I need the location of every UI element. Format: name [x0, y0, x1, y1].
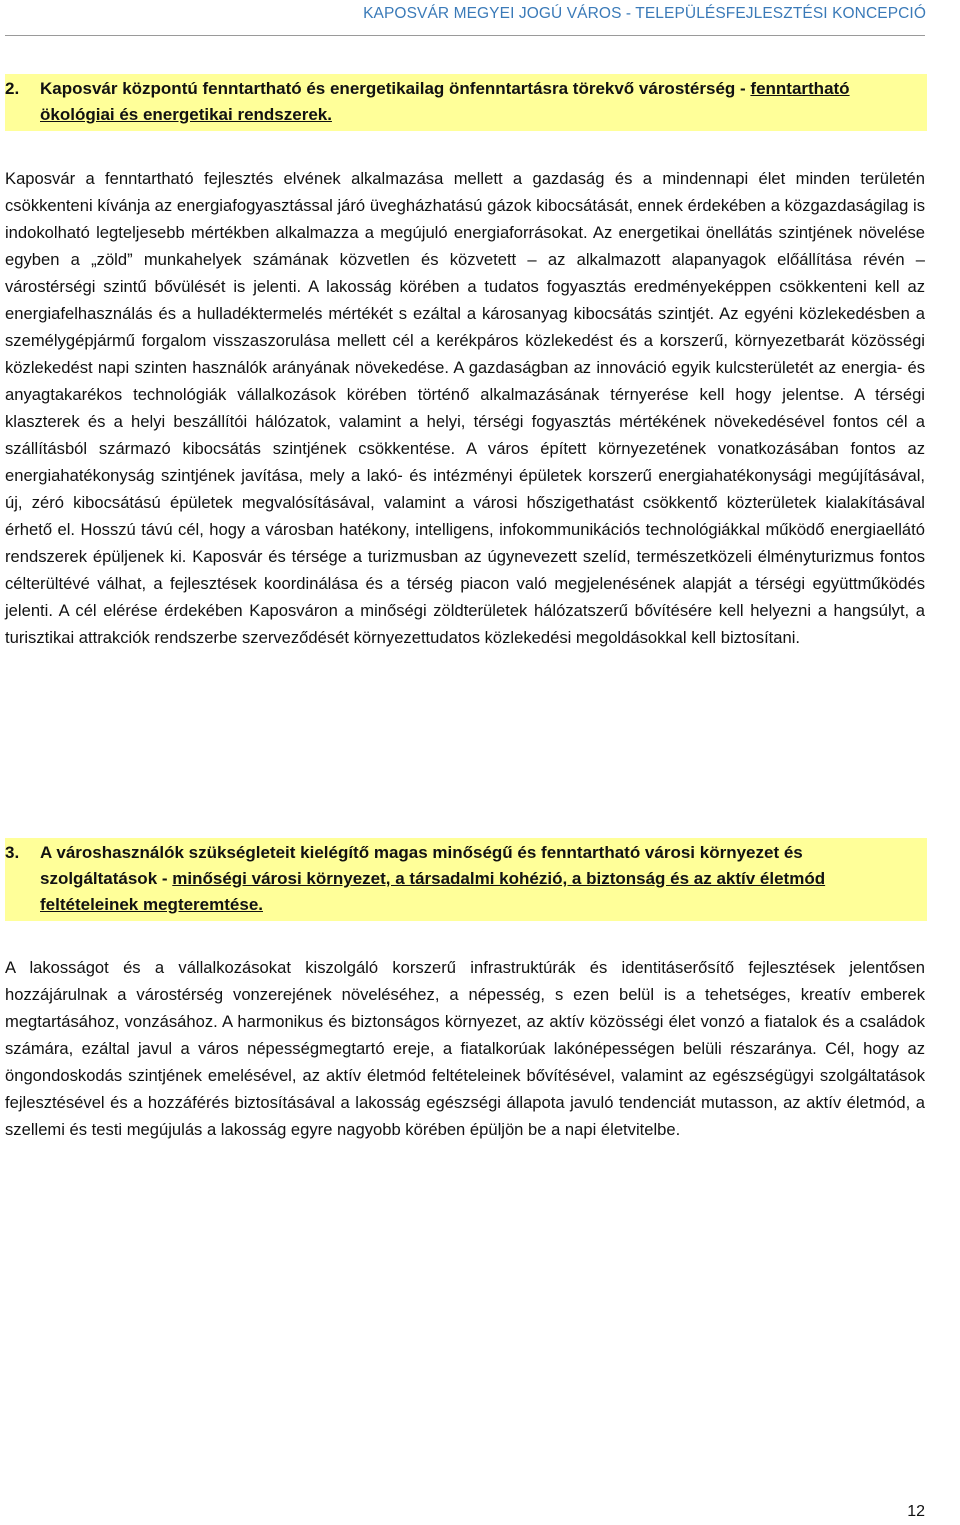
section-2-title	[40, 76, 921, 128]
section-2-number: 2.	[5, 79, 20, 98]
section-2-title-underlined: fenntartható ökológiai és energetikai rendszerek.	[40, 79, 850, 124]
section-3-paragraph: A lakosságot és a vállalkozásokat kiszolgáló korszerű infrastruktúrák és identitáserősítő fejlesztések jelentősen hozzájárulnak a várostérség vonzerejének növeléséhez, a népesség, s ezen belül is a tehetséges, kreatív emberek megtartásához, vonzásához. A harmonikus és biztonságos környezet, az aktív közösségi élet vonzó a fiatalok és a családok számára, ezáltal javul a város népességmegtartó ereje, a fiatalkorúak lakónépességen belüli részaránya. Cél, hogy az öngondoskodás szintjének emelésével, az aktív életmód feltételeinek bővítésével, valamint az egészségügyi szolgáltatások fejlesztésével és a hozzáférés biztosításával a lakosság egészségi állapota javuló tendenciát mutasson, az aktív életmód, a szellemi és testi megújulás a lakosság egyre nagyobb körében épüljön be a napi életvitelbe.	[5, 958, 925, 1139]
section-3-title-plain: A városhasználók szükségleteit kielégítő magas minőségű és fenntartható városi környezet és szolgáltatások -	[40, 843, 803, 888]
page-number: 12	[907, 1503, 925, 1520]
section-3-title-underlined: minőségi városi környezet, a társadalmi kohézió, a biztonság és az aktív életmód feltételeinek megteremtése.	[40, 869, 826, 914]
header-divider	[5, 35, 925, 36]
section-2-title-plain: Kaposvár központú fenntartható és energetikailag önfenntartásra törekvő várostérség -	[40, 79, 751, 98]
document-header-title: KAPOSVÁR MEGYEI JOGÚ VÁROS - TELEPÜLÉSFEJLESZTÉSI KONCEPCIÓ	[363, 5, 926, 22]
section-3-title	[40, 840, 921, 918]
section-3-number: 3.	[5, 843, 20, 862]
section-3-heading	[5, 838, 927, 921]
section-2-heading	[5, 74, 927, 131]
section-2-paragraph: Kaposvár a fenntartható fejlesztés elvének alkalmazása mellett a gazdaság és a mindennapi élet minden területén csökkenteni kívánja az energiafogyasztással járó üvegházhatású gázok kibocsátását, ennek érdekében a közgazdaságilag is indokolható legteljesebb mértékben alkalmazza a megújuló energiaforrásokat. Az energetikai önellátás szintjének növelése egyben a „zöld” munkahelyek számának közvetlen és közvetett – az alkalmazott alapanyagok előállítása révén – várostérségi szintű bővülését is jelenti. A lakosság körében a tudatos fogyasztás eredményeképpen csökkenteni kell az energiafelhasználás és a hulladéktermelés mértékét s ezáltal a károsanyag kibocsátás szintjét. Az egyéni közlekedésben a személygépjármű forgalom visszaszorulása mellett cél a kerékpáros közlekedést és a korszerű, környezetbarát közösségi közlekedést napi szinten használók arányának növekedése. A gazdaságban az innováció egyik kulcsterületét az energia- és anyagtakarékos technológiák vállalkozások körében történő alkalmazásának térnyerése kell hogy jelentse. A térségi klaszterek és a helyi beszállítói hálózatok, valamint a helyi, térségi fogyasztás mértékének növekedésével fontos cél a szállításból származó kibocsátás szintjének csökkentése. A város épített környezetének vonatkozásában fontos az energiahatékonyság szintjének javítása, mely a lakó- és intézményi épületek korszerű energiahatékonysági megújításával, új, zéró kibocsátású épületek megvalósításával, valamint a városi hőszigethatást csökkentő közterületek kialakításával érhető el. Hosszú távú cél, hogy a városban hatékony, intelligens, infokommunikációs technológiákkal működő energiaellátó rendszerek épüljenek ki. Kaposvár és térsége a turizmusban az úgynevezett szelíd, természetközeli élményturizmus fontos célterültévé válhat, a fejlesztések koordinálása és a térség piacon való megjelenésének alapját a térségi együttműködés jelenti. A cél elérése érdekében Kaposváron a minőségi zöldterületek hálózatszerű bővítésére kell helyezni a hangsúlyt, a turisztikai attrakciók rendszerbe szerveződését környezettudatos közlekedési megoldásokkal kell biztosítani.	[5, 169, 925, 647]
